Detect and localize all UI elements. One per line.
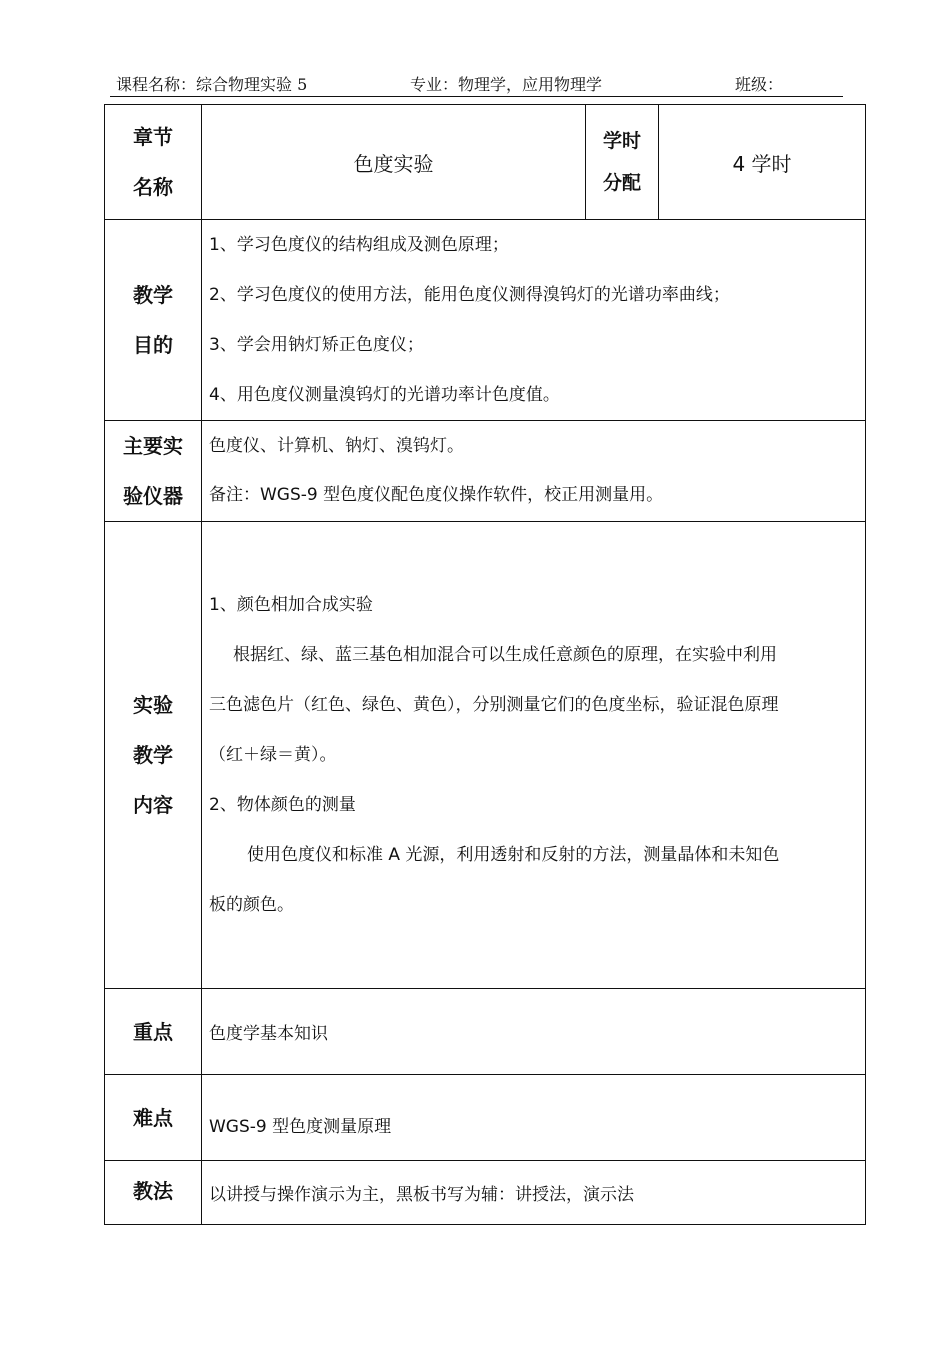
difficulties-row: [105, 1075, 866, 1161]
key-points-row: [105, 989, 866, 1075]
methods-text: 以讲授与操作演示为主，黑板书写为辅：讲授法，演示法: [202, 1161, 866, 1225]
content-paragraph: 板的颜色。: [209, 895, 294, 915]
content-row: [105, 522, 866, 989]
methods-row: [105, 1161, 866, 1225]
chapter-label: 章节 名称: [105, 105, 202, 220]
objective-item: 3、学会用钠灯矫正色度仪；: [209, 335, 424, 355]
objectives-row: [105, 220, 866, 421]
equipment-list: 色度仪、计算机、钠灯、溴钨灯。: [209, 436, 464, 456]
content-paragraph: 使用色度仪和标准 A 光源，利用透射和反射的方法，测量晶体和未知色: [247, 845, 780, 865]
objective-item: 4、用色度仪测量溴钨灯的光谱功率计色度值。: [209, 385, 560, 405]
content-paragraph: 三色滤色片（红色、绿色、黄色），分别测量它们的色度坐标，验证混色原理: [209, 695, 779, 715]
key-points-label: 重点: [105, 989, 202, 1075]
hours-label: 学时 分配: [586, 105, 659, 220]
equipment-content: [202, 421, 866, 522]
key-points-text: 色度学基本知识: [202, 989, 866, 1075]
chapter-row: [105, 105, 866, 220]
methods-label: 教法: [105, 1161, 202, 1225]
objectives-label: 教学 目的: [105, 220, 202, 421]
difficulties-label: 难点: [105, 1075, 202, 1161]
equipment-label: 主要实 验仪器: [105, 421, 202, 522]
content-heading: 1、颜色相加合成实验: [209, 595, 373, 615]
content-paragraph: 根据红、绿、蓝三基色相加混合可以生成任意颜色的原理，在实验中利用: [233, 645, 777, 665]
course-name: 课程名称：综合物理实验 5: [116, 75, 308, 94]
lesson-plan-table: [104, 104, 866, 1225]
objective-item: 1、学习色度仪的结构组成及测色原理；: [209, 235, 509, 255]
objective-item: 2、学习色度仪的使用方法，能用色度仪测得溴钨灯的光谱功率曲线；: [209, 285, 730, 305]
difficulties-text: WGS-9 型色度测量原理: [202, 1075, 866, 1161]
content-heading: 2、物体颜色的测量: [209, 795, 356, 815]
content-label: 实验 教学 内容: [105, 522, 202, 989]
hours-value: 4 学时: [659, 105, 866, 220]
page-header: [110, 70, 843, 97]
class-label: 班级：: [735, 75, 784, 94]
content-paragraph: （红＋绿＝黄）。: [209, 745, 337, 765]
major: 专业：物理学，应用物理学: [410, 75, 603, 94]
chapter-title: 色度实验: [202, 105, 586, 220]
equipment-note: 备注：WGS-9 型色度仪配色度仪操作软件，校正用测量用。: [209, 485, 664, 505]
content-body: [202, 522, 866, 989]
equipment-row: [105, 421, 866, 522]
objectives-content: [202, 220, 866, 421]
